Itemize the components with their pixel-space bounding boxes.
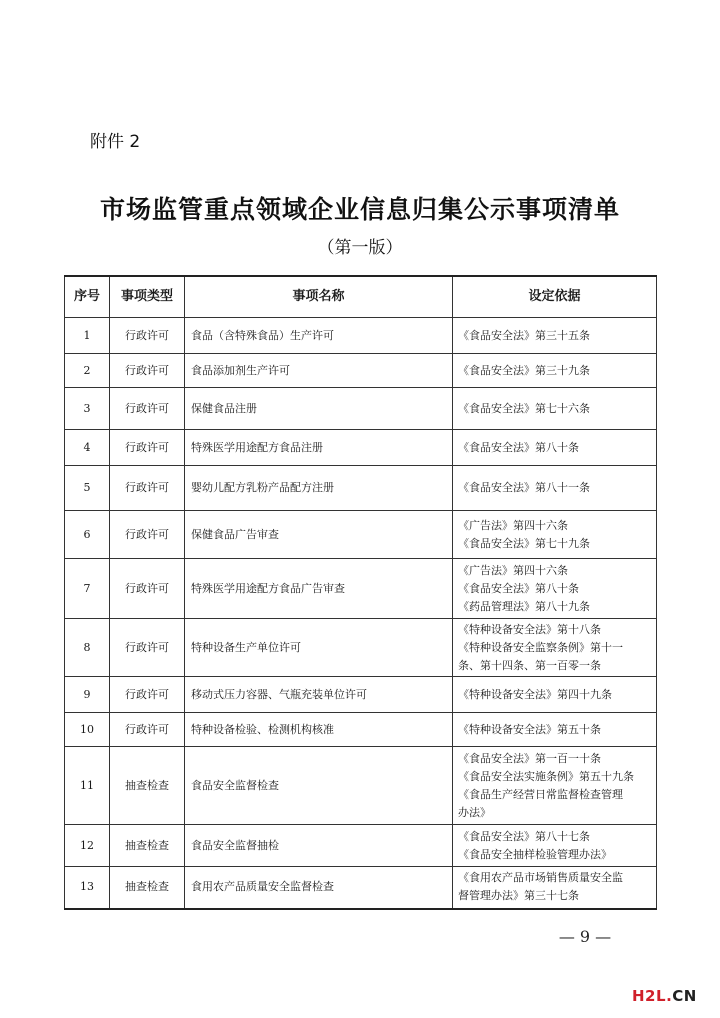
row-basis	[453, 354, 657, 388]
row-number: 3	[65, 388, 110, 430]
header-name: 事项名称	[185, 276, 453, 318]
table-row	[65, 619, 657, 677]
row-type: 行政许可	[110, 318, 185, 354]
row-name: 特种设备检验、检测机构核准	[185, 713, 453, 747]
page-title: 市场监管重点领域企业信息归集公示事项清单	[99, 195, 620, 224]
row-type: 行政许可	[110, 430, 185, 466]
row-basis	[453, 559, 657, 619]
row-name: 移动式压力容器、气瓶充装单位许可	[185, 677, 453, 713]
row-basis	[453, 747, 657, 825]
row-number: 2	[65, 354, 110, 388]
basis-line: 《特种设备安全法》第四十九条	[458, 687, 612, 701]
row-basis	[453, 619, 657, 677]
table-row	[65, 747, 657, 825]
basis-line: 《食品安全法》第七十九条	[458, 536, 590, 550]
row-basis	[453, 867, 657, 909]
attachment-label: 附件 2	[90, 132, 141, 152]
basis-line: 《食品安全法》第七十六条	[458, 401, 590, 415]
basis-line: 督管理办法》第三十七条	[458, 889, 579, 903]
row-type: 抽查检查	[110, 747, 185, 825]
basis-line: 《特种设备安全法》第十八条	[458, 622, 601, 636]
basis-line: 《药品管理法》第八十九条	[458, 599, 590, 613]
row-number: 13	[65, 867, 110, 909]
table-row	[65, 354, 657, 388]
table-row	[65, 511, 657, 559]
row-name: 食品安全监督抽检	[185, 825, 453, 867]
row-type: 行政许可	[110, 559, 185, 619]
row-name: 食品（含特殊食品）生产许可	[185, 318, 453, 354]
row-type: 行政许可	[110, 713, 185, 747]
table-row	[65, 430, 657, 466]
row-type: 行政许可	[110, 388, 185, 430]
page-number: — 9 —	[558, 927, 612, 946]
row-name: 特殊医学用途配方食品注册	[185, 430, 453, 466]
table-row	[65, 466, 657, 511]
row-number: 4	[65, 430, 110, 466]
basis-line: 办法》	[458, 805, 491, 819]
row-name: 食用农产品质量安全监督检查	[185, 867, 453, 909]
table-header-row	[65, 276, 657, 318]
basis-line: 《食品安全法》第八十条	[458, 440, 579, 454]
row-type: 行政许可	[110, 511, 185, 559]
header-type: 事项类型	[110, 276, 185, 318]
row-basis	[453, 318, 657, 354]
table-row	[65, 318, 657, 354]
row-basis	[453, 388, 657, 430]
basis-line: 《广告法》第四十六条	[458, 518, 568, 532]
row-basis	[453, 430, 657, 466]
site-watermark-logo	[632, 987, 697, 1005]
row-number: 10	[65, 713, 110, 747]
row-type: 抽查检查	[110, 867, 185, 909]
basis-line: 《特种设备安全法》第五十条	[458, 722, 601, 736]
row-type: 行政许可	[110, 354, 185, 388]
items-table	[64, 275, 657, 910]
row-type: 行政许可	[110, 466, 185, 511]
basis-line: 《广告法》第四十六条	[458, 563, 568, 577]
row-number: 1	[65, 318, 110, 354]
basis-line: 《食品安全法》第一百一十条	[458, 751, 601, 765]
row-name: 保健食品注册	[185, 388, 453, 430]
row-number: 11	[65, 747, 110, 825]
page-subtitle: （第一版）	[317, 238, 403, 258]
row-basis	[453, 713, 657, 747]
row-type: 抽查检查	[110, 825, 185, 867]
row-number: 6	[65, 511, 110, 559]
basis-line: 《食品安全抽样检验管理办法》	[458, 847, 612, 861]
table-row	[65, 677, 657, 713]
basis-line: 《食品安全法》第八十条	[458, 581, 579, 595]
row-name: 特殊医学用途配方食品广告审查	[185, 559, 453, 619]
table-row	[65, 388, 657, 430]
table-row	[65, 825, 657, 867]
row-type: 行政许可	[110, 619, 185, 677]
row-name: 保健食品广告审查	[185, 511, 453, 559]
basis-line: 条、第十四条、第一百零一条	[458, 658, 601, 672]
row-name: 食品安全监督检查	[185, 747, 453, 825]
row-number: 5	[65, 466, 110, 511]
basis-line: 《食用农产品市场销售质量安全监	[458, 871, 623, 885]
row-name: 食品添加剂生产许可	[185, 354, 453, 388]
row-basis	[453, 466, 657, 511]
table-row	[65, 867, 657, 909]
basis-line: 《食品安全法》第三十五条	[458, 328, 590, 342]
watermark-dot: .	[666, 987, 673, 1005]
row-name: 特种设备生产单位许可	[185, 619, 453, 677]
row-number: 7	[65, 559, 110, 619]
table-row	[65, 559, 657, 619]
basis-line: 《食品安全法实施条例》第五十九条	[458, 769, 634, 783]
basis-line: 《食品安全法》第三十九条	[458, 363, 590, 377]
header-serial: 序号	[65, 276, 110, 318]
row-name: 婴幼儿配方乳粉产品配方注册	[185, 466, 453, 511]
row-basis	[453, 511, 657, 559]
table-row	[65, 713, 657, 747]
row-number: 8	[65, 619, 110, 677]
basis-line: 《特种设备安全监察条例》第十一	[458, 640, 623, 654]
row-basis	[453, 825, 657, 867]
basis-line: 《食品安全法》第八十一条	[458, 481, 590, 494]
basis-line: 《食品安全法》第八十七条	[458, 829, 590, 843]
row-number: 12	[65, 825, 110, 867]
row-type: 行政许可	[110, 677, 185, 713]
basis-line: 《食品生产经营日常监督检查管理	[458, 787, 623, 801]
watermark-tld: CN	[672, 987, 697, 1005]
header-basis: 设定依据	[453, 276, 657, 318]
row-basis	[453, 677, 657, 713]
row-number: 9	[65, 677, 110, 713]
watermark-main: H2L	[632, 987, 667, 1005]
